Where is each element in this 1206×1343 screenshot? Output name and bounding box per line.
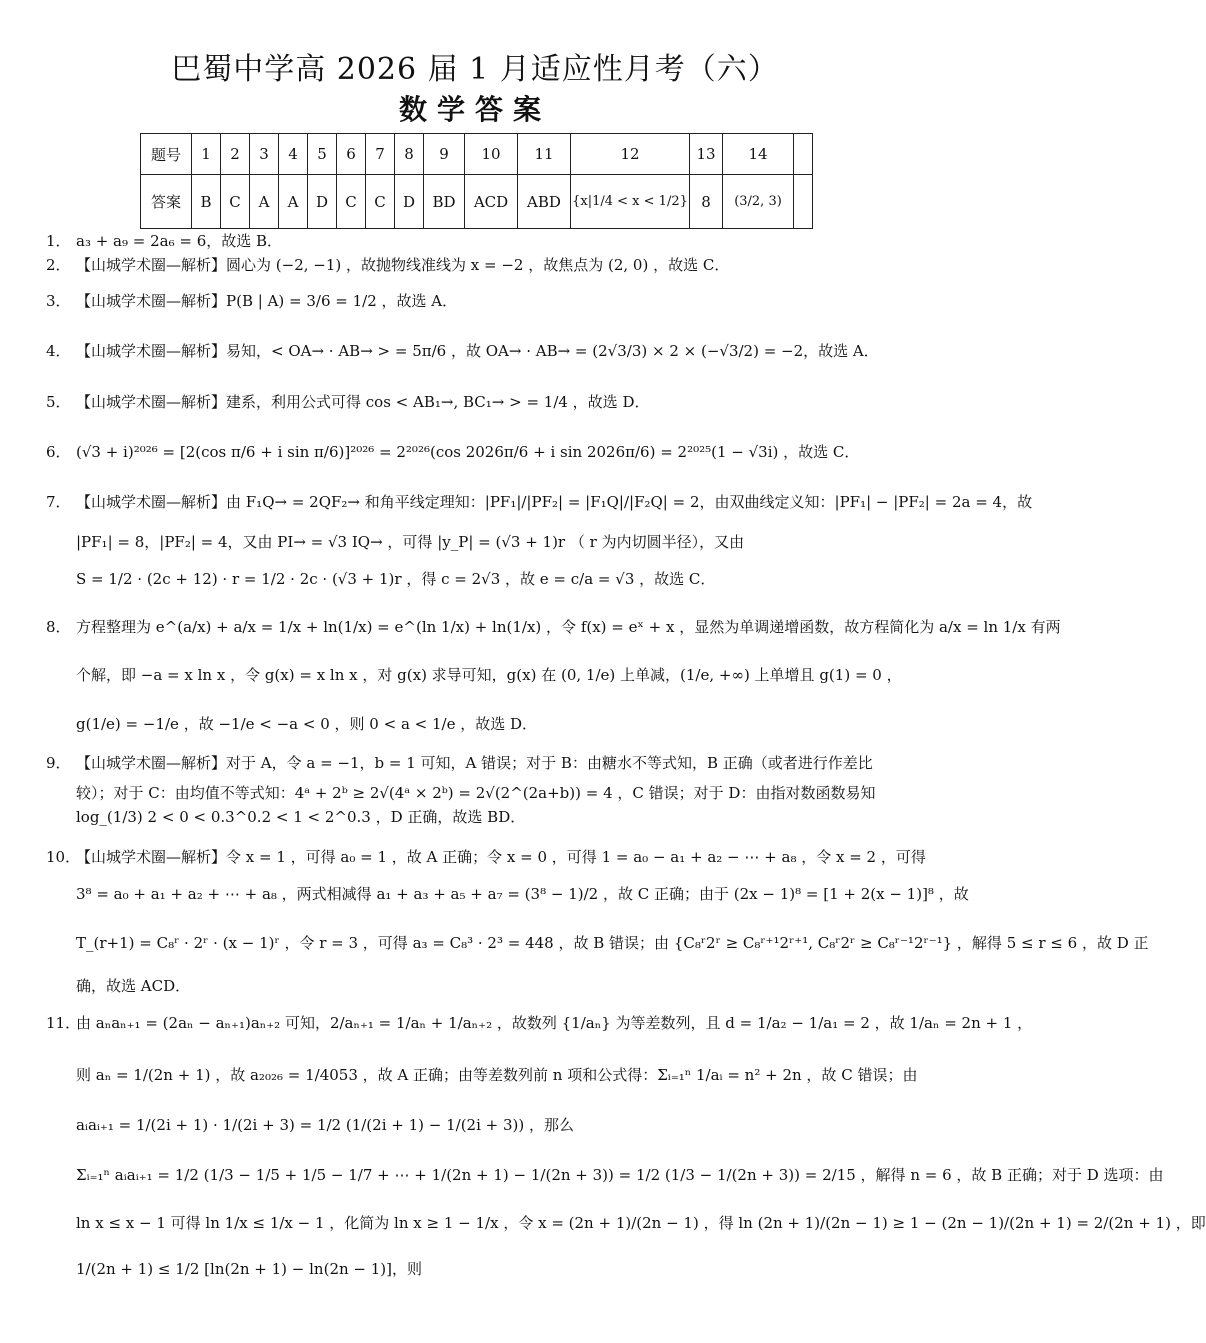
solution-text: ln x ≤ x − 1 可得 ln 1/x ≤ 1/x − 1 ，化简为 ln x ≥ 1 − 1/x ，令 x = (2n + 1)/(2n − 1) ，得 ln (2n + 1)/(2n − 1) ≥ 1 − (2n − 1)/(2n + 1) = 2/(2n + 1) ，即 <box>76 1214 1206 1232</box>
answer-cell: B <box>192 175 221 229</box>
solution-text: 【山城学术圈—解析】令 x = 1 ，可得 a₀ = 1 ，故 A 正确；令 x = 0 ，可得 1 = a₀ − a₁ + a₂ − ⋯ + a₈ ，令 x = 2 ，可得 <box>76 848 926 866</box>
number-cell: 2 <box>221 134 250 175</box>
number-cell: 14 <box>723 134 794 175</box>
solution-number: 10． <box>46 848 81 866</box>
solution-text: 【山城学术圈—解析】建系，利用公式可得 cos < AB₁→, BC₁→ > = 1/4 ，故选 D． <box>76 393 650 411</box>
solution-text: 较）；对于 C：由均值不等式知：4ᵃ + 2ᵇ ≥ 2√(4ᵃ × 2ᵇ) = 2√(2^(2a+b)) = 4 ，C 错误；对于 D：由指对数函数易知 <box>76 784 876 802</box>
solution-text: log_(1/3) 2 < 0 < 0.3^0.2 < 1 < 2^0.3 ，D 正确，故选 BD． <box>76 808 526 826</box>
solution-line-11b <box>46 1064 918 1086</box>
solution-text: 方程整理为 e^(a/x) + a/x = 1/x + ln(1/x) = e^(ln 1/x) + ln(1/x) ，令 f(x) = eˣ + x ，显然为单调递增函数，故方程简化为 a/x = ln 1/x 有两 <box>76 618 1061 636</box>
solution-line-2 <box>46 254 906 276</box>
number-cell: 9 <box>424 134 465 175</box>
solution-line-8b <box>46 664 906 686</box>
solution-line-11 <box>46 1012 1033 1034</box>
solution-number: 4． <box>46 342 71 360</box>
answer-cell: A <box>250 175 279 229</box>
solution-text: a₃ + a₉ = 2a₆ = 6，故选 B． <box>76 232 283 250</box>
solution-line-11e <box>46 1212 1206 1234</box>
answer-cell: ABD <box>518 175 571 229</box>
solution-text: 由 aₙaₙ₊₁ = (2aₙ − aₙ₊₁)aₙ₊₂ 可知，2/aₙ₊₁ = 1/aₙ + 1/aₙ₊₂ ，故数列 {1/aₙ} 为等差数列，且 d = 1/a₂ − 1/a₁ = 2 ，故 1/aₙ = 2n + 1 ， <box>76 1014 1033 1032</box>
solution-text: 个解，即 −a = x ln x ，令 g(x) = x ln x ，对 g(x) 求导可知，g(x) 在 (0, 1/e) 上单减，(1/e, +∞) 上单增且 g(1) = 0 ， <box>76 666 902 684</box>
number-cell: 3 <box>250 134 279 175</box>
number-cell: 7 <box>366 134 395 175</box>
solution-line-9c <box>46 806 906 828</box>
solution-text: g(1/e) = −1/e ，故 −1/e < −a < 0 ，则 0 < a < 1/e ，故选 D． <box>76 715 538 733</box>
solution-text: 【山城学术圈—解析】P(B | A) = 3/6 = 1/2 ，故选 A． <box>76 292 458 310</box>
answer-cell: {x|1/4 < x < 1/2} <box>571 175 690 229</box>
solution-number: 9． <box>46 754 71 772</box>
solution-text: 【山城学术圈—解析】由 F₁Q→ = 2QF₂→ 和角平线定理知：|PF₁|/|PF₂| = |F₁Q|/|F₂Q| = 2，由双曲线定义知：|PF₁| − |PF₂| = 2a = 4，故 <box>76 493 1033 511</box>
solution-line-10d <box>46 975 906 997</box>
solution-line-10c <box>46 932 1149 954</box>
solution-line-7 <box>46 491 1033 513</box>
question-number-row <box>141 134 813 175</box>
solution-text: |PF₁| = 8，|PF₂| = 4，又由 PI→ = √3 IQ→ ，可得 |y_P| = (√3 + 1)r （ r 为内切圆半径），又由 <box>76 533 745 551</box>
answer-cell: C <box>221 175 250 229</box>
solution-line-7c <box>46 568 906 590</box>
solution-text: 确，故选 ACD． <box>76 977 191 995</box>
solution-text: S = 1/2 · (2c + 12) · r = 1/2 · 2c · (√3 + 1)r ，得 c = 2√3 ，故 e = c/a = √3 ，故选 C． <box>76 570 716 588</box>
solution-number: 5． <box>46 393 71 411</box>
number-cell: 6 <box>337 134 366 175</box>
answer-cell: ACD <box>465 175 518 229</box>
solution-number: 11． <box>46 1014 81 1032</box>
answer-cell: D <box>395 175 424 229</box>
page-subtitle: 数学答案 <box>398 93 551 126</box>
number-cell: 1 <box>192 134 221 175</box>
solution-line-8 <box>46 616 1061 638</box>
number-cell: 4 <box>279 134 308 175</box>
solution-line-11c <box>46 1114 906 1136</box>
answer-cell: (3/2, 3) <box>723 175 794 229</box>
row-label: 题号 <box>141 134 192 175</box>
solution-number: 2． <box>46 256 71 274</box>
solution-line-10b <box>46 883 969 905</box>
answer-row <box>141 175 813 229</box>
solution-text: (√3 + i)²⁰²⁶ = [2(cos π/6 + i sin π/6)]²⁰²⁶ = 2²⁰²⁶(cos 2026π/6 + i sin 2026π/6) = 2²⁰²⁵(1 − √3i) ，故选 C． <box>76 443 860 461</box>
solution-text: 1/(2n + 1) ≤ 1/2 [ln(2n + 1) − ln(2n − 1)]，则 <box>76 1260 423 1278</box>
solution-number: 6． <box>46 443 71 461</box>
answer-cell: 8 <box>690 175 723 229</box>
solution-text: T_(r+1) = C₈ʳ · 2ʳ · (x − 1)ʳ ，令 r = 3 ，可得 a₃ = C₈³ · 2³ = 448 ，故 B 错误；由 {C₈ʳ2ʳ ≥ C₈ʳ⁺¹2ʳ⁺¹, C₈ʳ2ʳ ≥ C₈ʳ⁻¹2ʳ⁻¹} ，解得 5 ≤ r ≤ 6 ，故 D 正 <box>76 934 1149 952</box>
solution-number: 3． <box>46 292 71 310</box>
solution-number: 8． <box>46 618 71 636</box>
number-cell: 5 <box>308 134 337 175</box>
solution-number: 7． <box>46 493 71 511</box>
solution-line-8c <box>46 713 906 735</box>
number-cell: 13 <box>690 134 723 175</box>
number-cell: 11 <box>518 134 571 175</box>
answer-cell: C <box>366 175 395 229</box>
number-cell: 8 <box>395 134 424 175</box>
solution-line-1 <box>46 230 906 252</box>
row-label: 答案 <box>141 175 192 229</box>
solution-line-7b <box>46 531 906 553</box>
solution-text: 3⁸ = a₀ + a₁ + a₂ + ⋯ + a₈ ，两式相减得 a₁ + a₃ + a₅ + a₇ = (3⁸ − 1)/2 ，故 C 正确；由于 (2x − 1)⁸ = [1 + 2(x − 1)]⁸ ，故 <box>76 885 969 903</box>
solution-text: 则 aₙ = 1/(2n + 1) ，故 a₂₀₂₆ = 1/4053 ，故 A 正确；由等差数列前 n 项和公式得：Σᵢ₌₁ⁿ 1/aᵢ = n² + 2n ，故 C 错误；由 <box>76 1066 918 1084</box>
solution-number: 1． <box>46 232 71 250</box>
solution-text: 【山城学术圈—解析】易知，< OA→ · AB→ > = 5π/6 ，故 OA→ · AB→ = (2√3/3) × 2 × (−√3/2) = −2，故选 A． <box>76 342 879 360</box>
solution-line-6 <box>46 441 906 463</box>
solution-text: 【山城学术圈—解析】圆心为 (−2, −1) ，故抛物线准线为 x = −2 ，故焦点为 (2, 0) ，故选 C． <box>76 256 730 274</box>
answer-cell: BD <box>424 175 465 229</box>
solution-line-10 <box>46 846 926 868</box>
solution-text: aᵢaᵢ₊₁ = 1/(2i + 1) · 1/(2i + 3) = 1/2 (1/(2i + 1) − 1/(2i + 3)) ，那么 <box>76 1116 575 1134</box>
number-cell: 12 <box>571 134 690 175</box>
solution-line-3 <box>46 290 906 312</box>
solution-text: 【山城学术圈—解析】对于 A，令 a = −1，b = 1 可知，A 错误；对于 B：由糖水不等式知，B 正确（或者进行作差比 <box>76 754 873 772</box>
solution-line-5 <box>46 391 906 413</box>
solution-line-9b <box>46 782 906 804</box>
answer-cell: A <box>279 175 308 229</box>
answer-cell <box>794 175 813 229</box>
answer-cell: C <box>337 175 366 229</box>
page-title: 巴蜀中学高 2026 届 1 月适应性月考（六） <box>171 52 779 87</box>
solution-line-9 <box>46 752 906 774</box>
answer-cell: D <box>308 175 337 229</box>
answer-table <box>140 133 813 229</box>
solution-line-11d <box>46 1164 1164 1186</box>
solution-text: Σᵢ₌₁ⁿ aᵢaᵢ₊₁ = 1/2 (1/3 − 1/5 + 1/5 − 1/7 + ⋯ + 1/(2n + 1) − 1/(2n + 3)) = 1/2 (1/3 − 1/(2n + 3)) = 2/15 ，解得 n = 6 ，故 B 正确；对于 D 选项：由 <box>76 1166 1164 1184</box>
number-cell <box>794 134 813 175</box>
solution-line-11f <box>46 1258 906 1280</box>
solution-line-4 <box>46 340 906 362</box>
number-cell: 10 <box>465 134 518 175</box>
